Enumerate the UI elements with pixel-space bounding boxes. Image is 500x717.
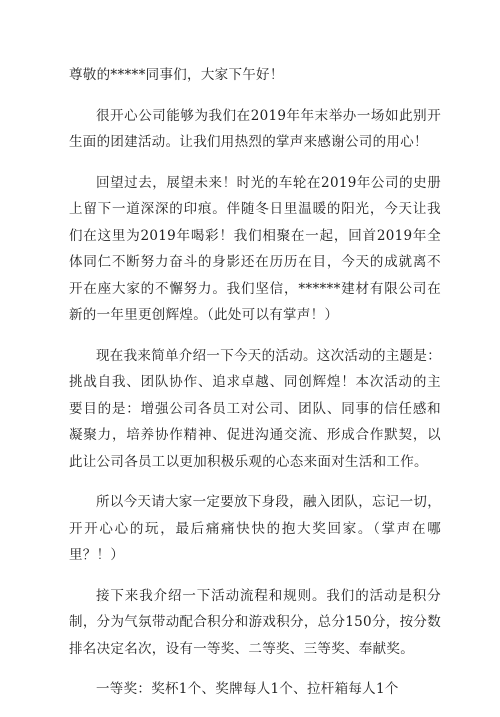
first-prize-paragraph: 一等奖：奖杯1个、奖牌每人1个、拉杆箱每人1个 bbox=[96, 681, 399, 697]
activity-intro-paragraph: 现在我来简单介绍一下今天的活动。这次活动的主题是：挑战自我、团队协作、追求卓越、同创辉煌！本次活动的主要目的是：增强公司各员工对公司、团队、同事的信任感和凝聚力，培养协作精神、促进沟通交流、形成合作默契，以此让公司各员工以更加积极乐观的心态来面对生活和工作。 bbox=[69, 347, 441, 470]
review-paragraph: 回望过去，展望未来！时光的车轮在2019年公司的史册上留下一道深深的印痕。伴随冬日里温暖的阳光，今天让我们在这里为2019年喝彩！我们相聚在一起，回首2019年全体同仁不断努力奋斗的身影还在历历在目，今天的成就离不开在座大家的不懈努力。我们坚信，******建材有限公司在新的一年里更创辉煌。（此处可以有掌声！） bbox=[69, 174, 441, 323]
greeting-paragraph: 尊敬的*****同事们，大家下午好！ bbox=[69, 67, 284, 83]
encourage-paragraph: 所以今天请大家一定要放下身段，融入团队，忘记一切，开开心心的玩，最后痛痛快快的抱大奖回家。（掌声在哪里？！） bbox=[69, 494, 441, 563]
thanks-paragraph: 很开心公司能够为我们在2019年年末举办一场如此别开生面的团建活动。让我们用热烈的掌声来感谢公司的用心！ bbox=[69, 107, 441, 150]
rules-paragraph: 接下来我介绍一下活动流程和规则。我们的活动是积分制，分为气氛带动配合积分和游戏积分，总分150分，按分数排名决定名次，设有一等奖、二等奖、三等奖、奉献奖。 bbox=[69, 587, 441, 657]
document-body bbox=[69, 62, 441, 717]
